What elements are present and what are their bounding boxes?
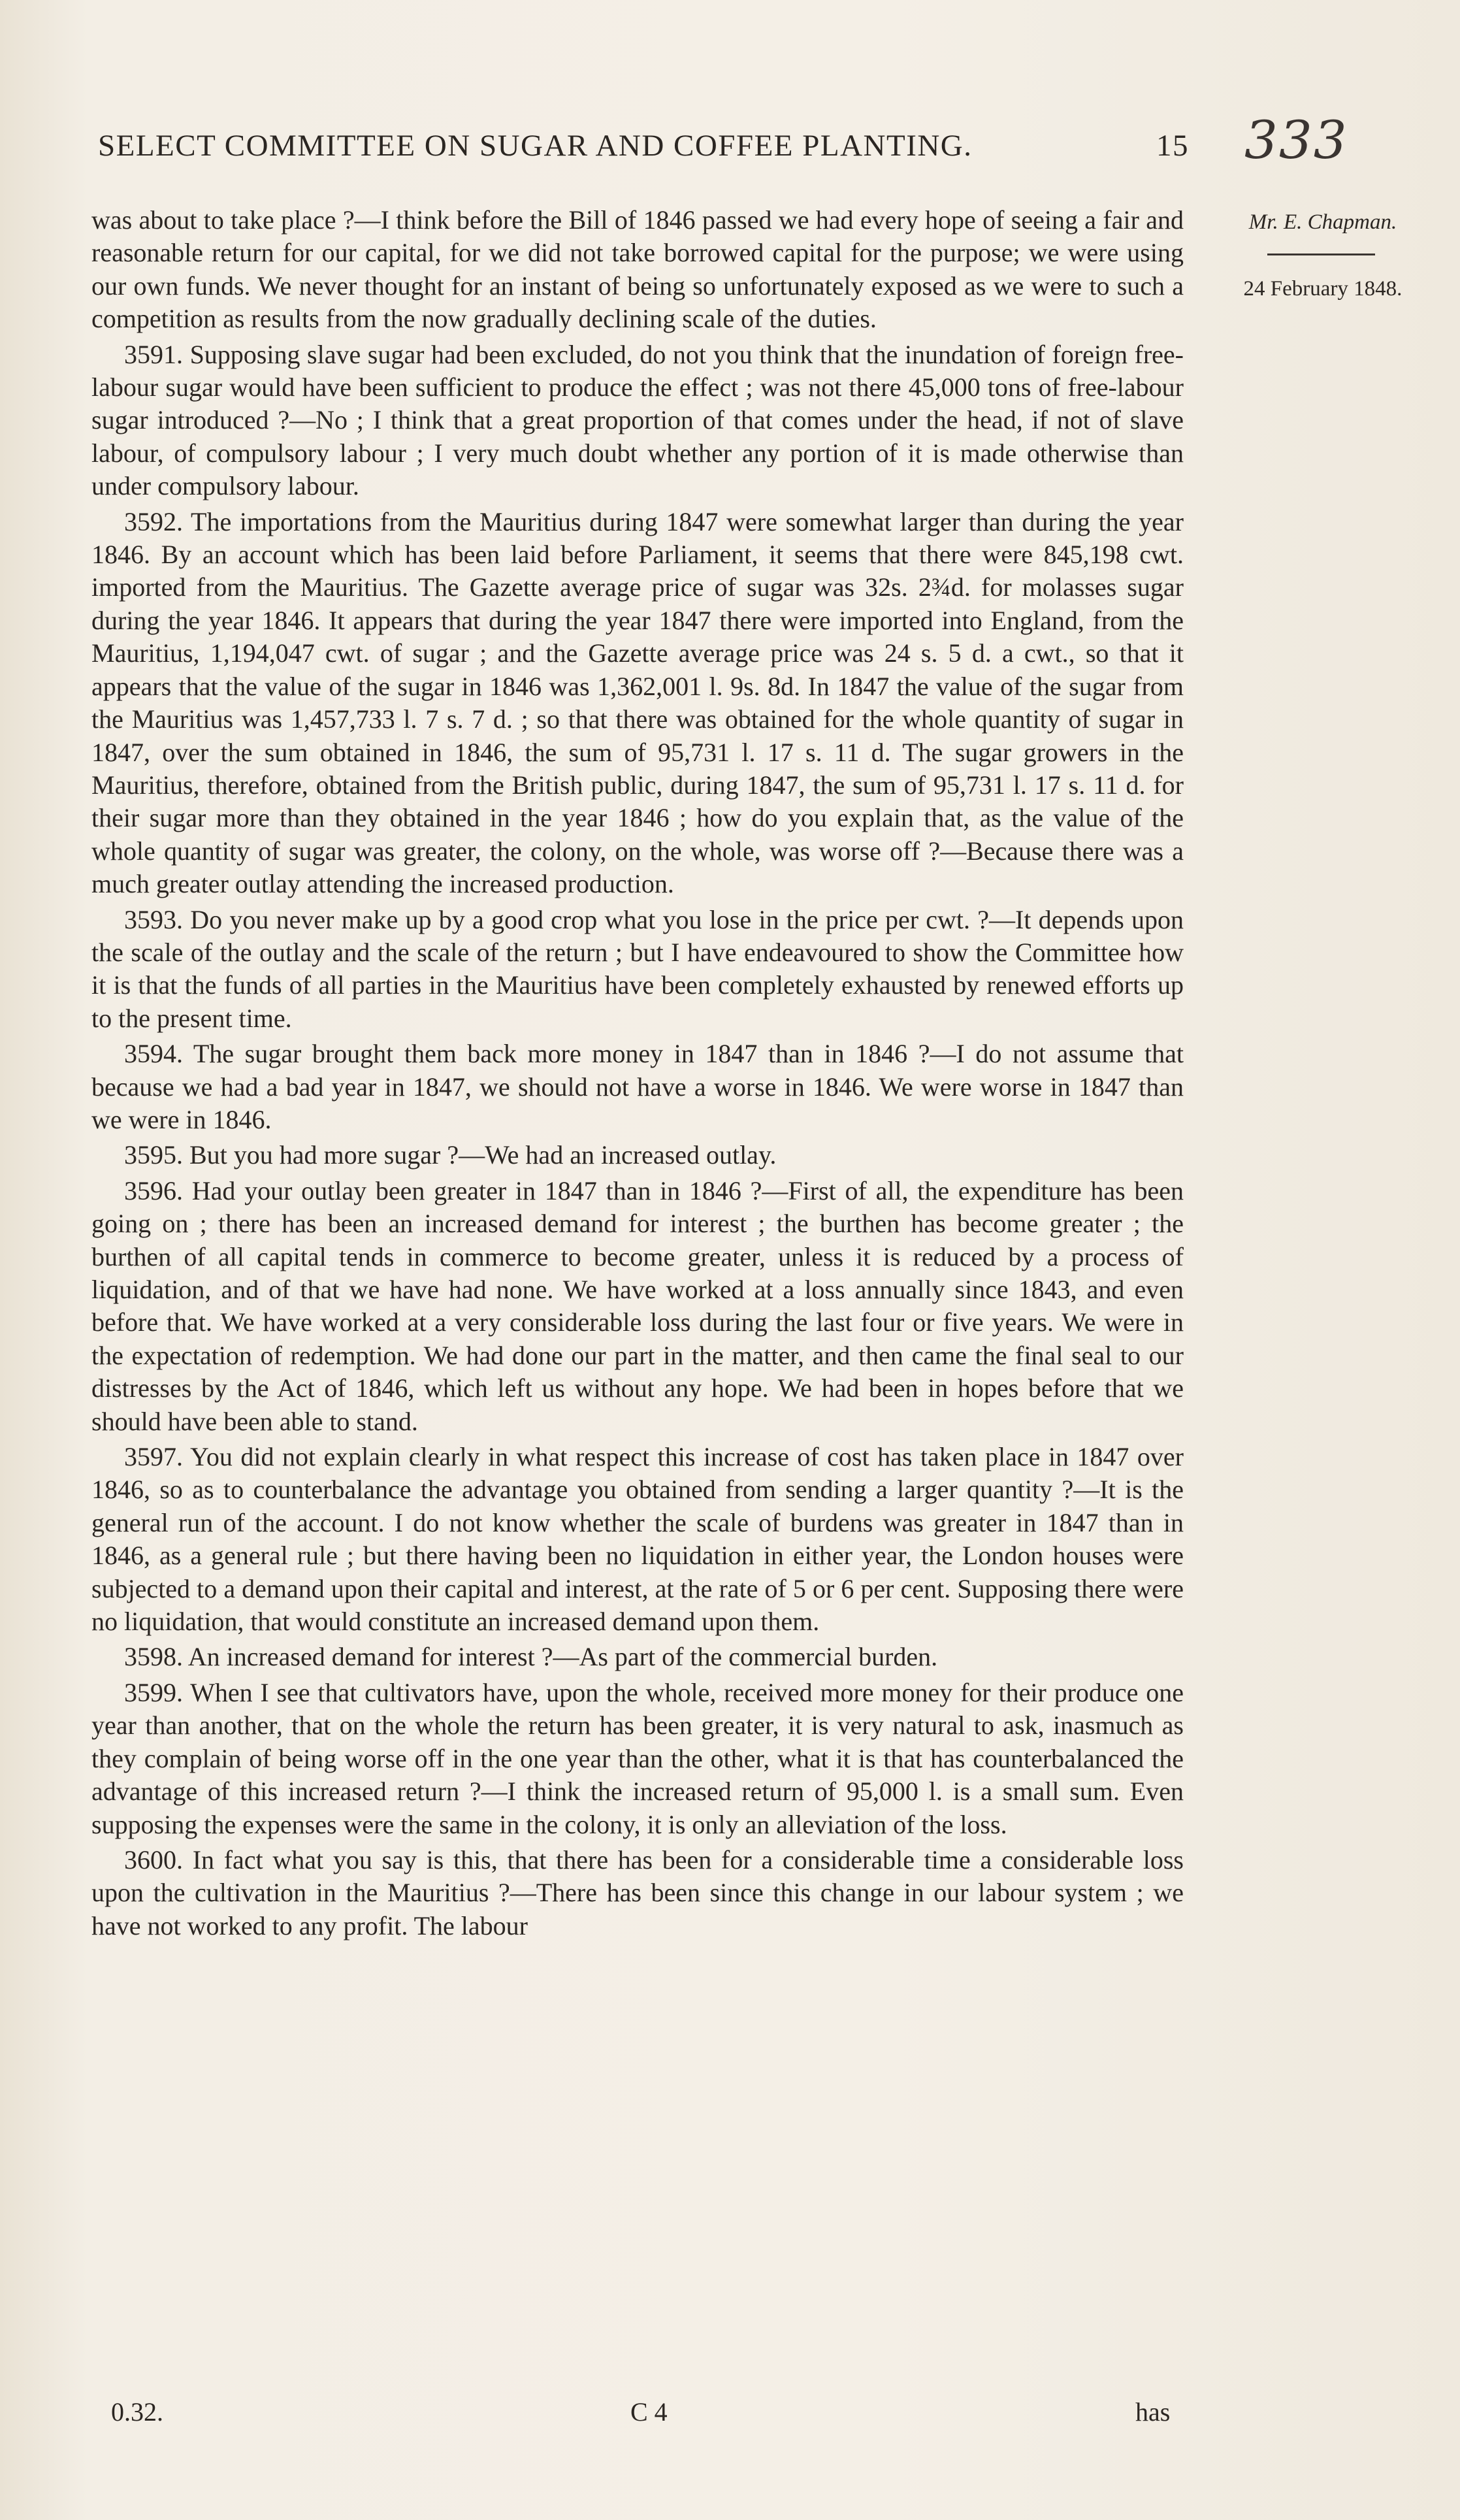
running-header — [98, 128, 1209, 163]
page-number: 15 — [1156, 129, 1189, 163]
date-sidenote: 24 February 1848. — [1243, 277, 1403, 301]
paragraph: 3598. An increased demand for interest ?—As part of the commercial burden. — [124, 1642, 938, 1672]
paragraph: was about to take place ?—I think before the Bill of 1846 passed we had every hope of seeing a fair and reasonable return for our capital, for we did not take borrowed capital for the purpose; we were using our own funds. We never thought for an instant of being so unfortunately exposed as we were to such a competition as results from the now gradually declining scale of the duties. — [91, 205, 1184, 334]
witness-sidenote: Mr. E. Chapman. — [1248, 210, 1397, 234]
handwritten-folio-number: 333 — [1244, 110, 1348, 171]
paragraph: 3595. But you had more sugar ?—We had an increased outlay. — [124, 1140, 777, 1170]
footer-signature-mark: C 4 — [630, 2397, 668, 2427]
sidenote-rule — [1267, 254, 1375, 255]
paragraph: 3596. Had your outlay been greater in 1847 than in 1846 ?—First of all, the expenditure has been going on ; there has been an increased demand for interest ; the burthen has become greater ; the burthen of all capital tends in commerce to become greater, unless it is reduced by a process of liquidation, and of that we have had none. We have worked at a loss annually since 1843, and even before that. We have worked at a very considerable loss during the last four or five years. We were in the expectation of redemption. We had done our part in the matter, and then came the final seal to our distresses by the Act of 1846, which left us without any hope. We had been in hopes before that we should have been able to stand. — [91, 1175, 1184, 1436]
paragraph: 3593. Do you never make up by a good crop what you lose in the price per cwt. ?—It depends upon the scale of the outlay and the scale of the return ; but I have endeavoured to show the Committee how it is that the funds of all parties in the Mauritius have been completely exhausted by renewed efforts up to the present time. — [91, 904, 1184, 1033]
header-title: SELECT COMMITTEE ON SUGAR AND COFFEE PLANTING. — [98, 129, 973, 163]
paragraph: 3594. The sugar brought them back more money in 1847 than in 1846 ?—I do not assume that because we had a bad year in 1847, we should not have a worse in 1846. We were worse in 1847 than we were in 1846. — [91, 1039, 1184, 1134]
paragraph: 3592. The importations from the Mauritius during 1847 were somewhat larger than during the year 1846. By an account which has been laid before Parliament, it seems that there were 845,198 cwt. imported from the Mauritius. The Gazette average price of sugar was 32s. 2¾d. for molasses sugar during the year 1846. It appears that during the year 1847 there were imported into England, from the Mauritius, 1,194,047 cwt. of sugar ; and the Gazette average price was 24 s. 5 d. a cwt., so that it appears that the value of the sugar in 1846 was 1,362,001 l. 9s. 8d. In 1847 the value of the sugar from the Mauritius was 1,457,733 l. 7 s. 7 d. ; so that there was obtained for the whole quantity of sugar in 1847, over the sum obtained in 1846, the sum of 95,731 l. 17 s. 11 d. The sugar growers in the Mauritius, therefore, obtained from the British public, during 1847, the sum of 95,731 l. 17 s. 11 d. for their sugar more than they obtained in the year 1846 ; how do you explain that, as the value of the whole quantity of sugar was greater, the colony, on the whole, was worse off ?—Because there was a much greater outlay attending the increased production. — [91, 506, 1184, 899]
paragraph: 3597. You did not explain clearly in what respect this increase of cost has taken place in 1847 over 1846, so as to counterbalance the advantage you obtained from sending a larger quantity ?—It is the general run of the account. I do not know whether the scale of burdens was greater in 1847 than in 1846, as a general rule ; but there having been no liquidation in either year, the London houses were subjected to a demand upon their capital and interest, at the rate of 5 or 6 per cent. Supposing there were no liquidation, that would constitute an increased demand upon them. — [91, 1442, 1184, 1637]
footer-sheet-number: 0.32. — [111, 2397, 163, 2427]
paragraph: 3591. Supposing slave sugar had been excluded, do not you think that the inundation of foreign free-labour sugar would have been sufficient to produce the effect ; was not there 45,000 tons of free-labour sugar introduced ?—No ; I think that a great proportion of that comes under the head, if not of slave labour, of compulsory labour ; I very much doubt whether any portion of it is made otherwise than under compulsory labour. — [91, 339, 1184, 501]
paragraph: 3600. In fact what you say is this, that there has been for a considerable time a considerable loss upon the cultivation in the Mauritius ?—There has been since this change in our labour system ; we have not worked to any profit. The labour — [91, 1844, 1184, 1940]
footer-catchword: has — [1135, 2397, 1171, 2427]
paragraph: 3599. When I see that cultivators have, upon the whole, received more money for their produce one year than another, that on the whole the return has been greater, it is very natural to ask, inasmuch as they complain of being worse off in the one year than the other, what it is that has counterbalanced the advantage of this increased return ?—I think the increased return of 95,000 l. is a small sum. Even supposing the expenses were the same in the colony, it is only an alleviation of the loss. — [91, 1677, 1184, 1839]
testimony-body — [91, 204, 1184, 1942]
